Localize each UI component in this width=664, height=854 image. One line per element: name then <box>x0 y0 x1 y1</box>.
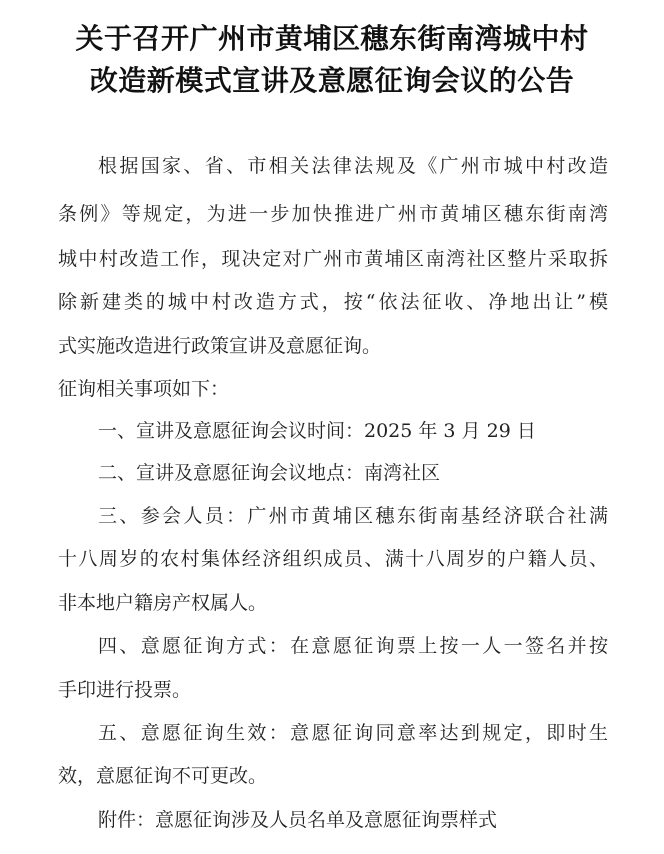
attachment-line: 附件：意愿征询涉及人员名单及意愿征询票样式 <box>98 809 498 831</box>
item-5-line-2: 效，意愿征询不可更改。 <box>58 765 268 787</box>
item-1-meeting-time: 一、宣讲及意愿征询会议时间：2025 年 3 月 29 日 <box>98 420 536 442</box>
paragraph-1-line-4: 除新建类的城中村改造方式，按“依法征收、净地出让”模 <box>58 291 608 313</box>
paragraph-2: 征询相关事项如下： <box>58 378 230 400</box>
item-3-line-1: 三、参会人员：广州市黄埔区穗东街南基经济联合社满 <box>98 505 608 527</box>
paragraph-1-line-1: 根据国家、省、市相关法律法规及《广州市城中村改造 <box>98 155 608 177</box>
paragraph-1-line-3: 城中村改造工作，现决定对广州市黄埔区南湾社区整片采取拆 <box>58 248 608 270</box>
item-5-line-1: 五、意愿征询生效：意愿征询同意率达到规定，即时生 <box>98 722 608 744</box>
title-line-1: 关于召开广州市黄埔区穗东街南湾城中村 <box>75 22 589 55</box>
item-3-line-2: 十八周岁的农村集体经济组织成员、满十八周岁的户籍人员、 <box>58 548 608 570</box>
paragraph-1-line-2: 条例》等规定，为进一步加快推进广州市黄埔区穗东街南湾 <box>58 203 608 225</box>
title-line-2: 改造新模式宣讲及意愿征询会议的公告 <box>89 64 575 97</box>
paragraph-1-line-5: 式实施改造进行政策宣讲及意愿征询。 <box>58 335 382 357</box>
item-2-meeting-location: 二、宣讲及意愿征询会议地点：南湾社区 <box>98 462 441 484</box>
item-4-line-2: 手印进行投票。 <box>58 679 192 701</box>
item-3-line-3: 非本地户籍房产权属人。 <box>58 592 268 614</box>
item-4-line-1: 四、意愿征询方式：在意愿征询票上按一人一签名并按 <box>98 635 608 657</box>
